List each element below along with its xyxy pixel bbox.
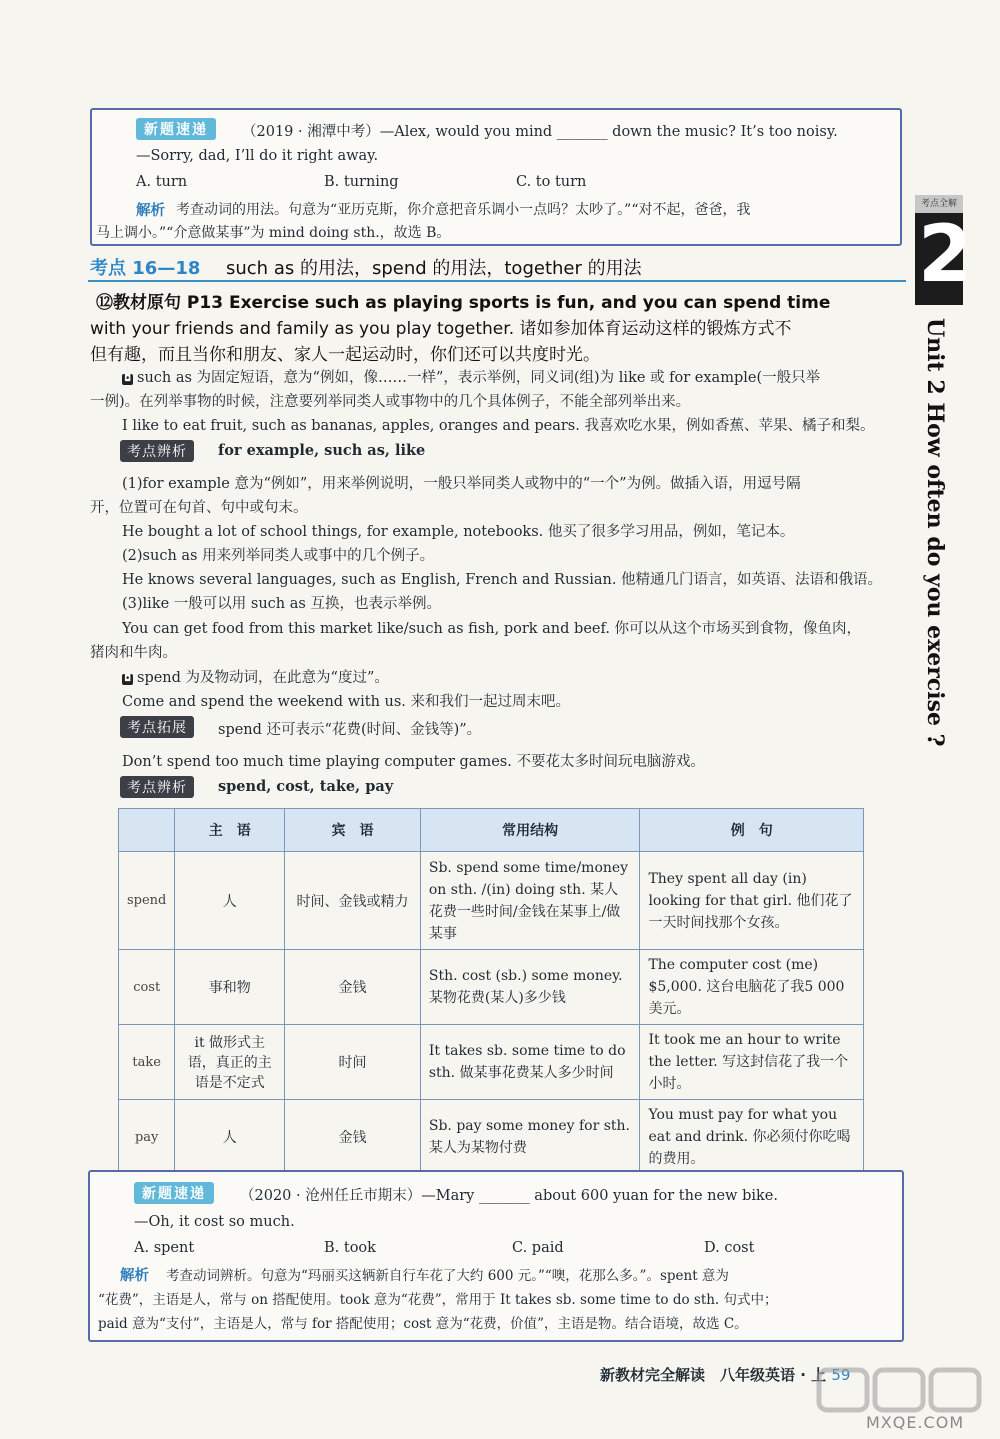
square-bullet-icon: ◘ xyxy=(123,674,132,684)
like-example-line-1: You can get food from this market like/such as fish, pork and beef. 你可以从这个市场买到食物，像鱼肉， xyxy=(122,621,862,637)
like-point: (3)like 一般可以用 such as 互换，也表示举例。 xyxy=(122,596,441,612)
table-cell: pay xyxy=(119,1100,175,1175)
analysis-title-2: spend, cost, take, pay xyxy=(218,778,394,795)
table-cell: 金钱 xyxy=(285,1100,421,1175)
table-cell: 金钱 xyxy=(285,950,421,1025)
table-cell: Sb. spend some time/money on sth. /(in) doing sth. 某人花费一些时间/金钱在某事上/做某事 xyxy=(420,852,640,950)
option-a: A. turn xyxy=(136,174,188,190)
table-cell: 人 xyxy=(175,1100,285,1175)
table-header: 宾 语 xyxy=(285,809,421,852)
such-as-line-2: 一例)。在列举事物的时候，注意要列举同类人或事物中的几个具体例子，不能全部列举出来。 xyxy=(90,394,691,410)
extension-tag: 考点拓展 xyxy=(120,716,194,738)
such-as-point-example: He knows several languages, such as English, French and Russian. 他精通几门语言，如英语、法语和俄语。 xyxy=(122,572,883,588)
analysis-label: 解析 xyxy=(120,1268,149,1284)
table-row xyxy=(119,1025,864,1100)
table-cell: They spent all day (in) looking for that girl. 他们花了一天时间找那个女孩。 xyxy=(640,852,864,950)
table-row xyxy=(119,1100,864,1175)
analysis-line-1: 考查动词辨析。句意为“玛丽买这辆新自行车花了大约 600 元。”“噢，花那么多。”。spent 意为 xyxy=(166,1268,729,1284)
spend-example: Come and spend the weekend with us. 来和我们一起过周末吧。 xyxy=(122,694,571,710)
table-header-row xyxy=(119,809,864,852)
such-as-point: (2)such as 用来列举同类人或事中的几个例子。 xyxy=(122,548,435,564)
extension-example: Don’t spend too much time playing computer games. 不要花太多时间玩电脑游戏。 xyxy=(122,754,705,770)
analysis-tag-1: 考点辨析 xyxy=(120,440,194,462)
option-c: C. to turn xyxy=(516,174,587,190)
original-sentence-line-2: with your friends and family as you play together. 诸如参加体育运动这样的锻炼方式不 xyxy=(90,319,792,339)
table-header xyxy=(119,809,175,852)
table-cell: The computer cost (me) $5,000. 这台电脑花了我5 000美元。 xyxy=(640,950,864,1025)
table-row xyxy=(119,852,864,950)
kaodian-heading xyxy=(88,252,906,282)
spend-line: ◘ spend 为及物动词，在此意为“度过”。 xyxy=(123,670,389,686)
table-row xyxy=(119,950,864,1025)
option-d: D. cost xyxy=(704,1240,755,1256)
option-a: A. spent xyxy=(134,1240,195,1256)
table-header: 常用结构 xyxy=(420,809,640,852)
table-header: 主 语 xyxy=(175,809,285,852)
for-example-line-1: (1)for example 意为“例如”，用来举例说明，一般只举同类人或物中的“一个”为例。做插入语，用逗号隔 xyxy=(122,476,801,492)
such-as-example: I like to eat fruit, such as bananas, apples, oranges and pears. 我喜欢吃水果，例如香蕉、苹果、橘子和梨。 xyxy=(122,418,875,434)
analysis-line-2: “花费”，主语是人，常与 on 搭配使用。took 意为“花费”，常用于 It takes sb. some time to do sth. 句式中； xyxy=(98,1292,778,1308)
square-bullet-icon: ◘ xyxy=(123,374,132,384)
unit-number: 2 xyxy=(918,210,973,300)
watermark-text: MXQE.COM xyxy=(866,1413,965,1432)
table-cell: 时间、金钱或精力 xyxy=(285,852,421,950)
original-sentence-line-1: ⑫教材原句 P13 Exercise such as playing sports is fun, and you can spend time xyxy=(96,293,831,313)
extension-text: spend 还可表示“花费(时间、金钱等)”。 xyxy=(218,722,482,738)
for-example-example: He bought a lot of school things, for example, notebooks. 他买了很多学习用品，例如，笔记本。 xyxy=(122,524,795,540)
new-question-tag: 新题速递 xyxy=(134,1182,214,1204)
option-c: C. paid xyxy=(512,1240,564,1256)
table-cell: 事和物 xyxy=(175,950,285,1025)
table-cell: spend xyxy=(119,852,175,950)
table-cell: Sb. pay some money for sth. 某人为某物付费 xyxy=(420,1100,640,1175)
table-cell: It took me an hour to write the letter. 写这封信花了我一个小时。 xyxy=(640,1025,864,1100)
table-cell: take xyxy=(119,1025,175,1100)
exercise-reply: —Sorry, dad, I’ll do it right away. xyxy=(136,148,379,164)
table-cell: 人 xyxy=(175,852,285,950)
exercise-box-2 xyxy=(88,1170,904,1342)
kaodian-title: such as 的用法，spend 的用法，together 的用法 xyxy=(226,258,642,279)
such-as-line-1: ◘ such as 为固定短语，意为“例如，像……一样”，表示举例，同义词(组)为 like 或 for example(一般只举 xyxy=(123,370,821,386)
verb-comparison-table xyxy=(118,808,864,1175)
table-header: 例 句 xyxy=(640,809,864,852)
table-cell: cost xyxy=(119,950,175,1025)
page-footer xyxy=(600,1364,850,1385)
table-cell: 时间 xyxy=(285,1025,421,1100)
option-b: B. took xyxy=(324,1240,376,1256)
analysis-line-2: 马上调小。”“介意做某事”为 mind doing sth.，故选 B。 xyxy=(96,225,451,241)
analysis-title-1: for example, such as, like xyxy=(218,442,426,459)
side-tab-label: 考点全解 xyxy=(915,195,963,213)
unit-title-vertical: Unit 2 How often do you exercise ? xyxy=(922,318,948,747)
table-cell: You must pay for what you eat and drink. 你必须付你吃喝的费用。 xyxy=(640,1100,864,1175)
table-cell: Sth. cost (sb.) some money. 某物花费(某人)多少钱 xyxy=(420,950,640,1025)
exercise-box-1 xyxy=(90,108,902,246)
kaodian-label: 考点 16—18 xyxy=(90,258,201,279)
exercise-question: （2019 · 湘潭中考）—Alex, would you mind _______ down the music? It’s too noisy. xyxy=(242,124,838,140)
table-cell: It takes sb. some time to do sth. 做某事花费某人多少时间 xyxy=(420,1025,640,1100)
page-number: 59 xyxy=(831,1366,851,1384)
analysis-line-1: 考查动词的用法。句意为“亚历克斯，你介意把音乐调小一点吗？太吵了。”“对不起，爸爸，我 xyxy=(176,202,751,218)
book-title: 新教材完全解读 八年级英语 · 上 xyxy=(600,1366,827,1384)
for-example-line-2: 开，位置可在句首、句中或句末。 xyxy=(90,500,308,516)
analysis-line-3: paid 意为“支付”，主语是人，常与 for 搭配使用；cost 意为“花费，价值”，主语是物。结合语境，故选 C。 xyxy=(98,1316,748,1332)
exercise-question: （2020 · 沧州任丘市期末）—Mary _______ about 600 yuan for the new bike. xyxy=(240,1188,778,1204)
exercise-reply: —Oh, it cost so much. xyxy=(134,1214,295,1230)
analysis-tag-2: 考点辨析 xyxy=(120,776,194,798)
analysis-label: 解析 xyxy=(136,203,165,219)
new-question-tag: 新题速递 xyxy=(136,118,216,140)
original-sentence-line-3: 但有趣，而且当你和朋友、家人一起运动时，你们还可以共度时光。 xyxy=(90,345,600,365)
option-b: B. turning xyxy=(324,174,399,190)
table-cell: it 做形式主语，真正的主语是不定式 xyxy=(175,1025,285,1100)
like-example-line-2: 猪肉和牛肉。 xyxy=(90,645,177,661)
